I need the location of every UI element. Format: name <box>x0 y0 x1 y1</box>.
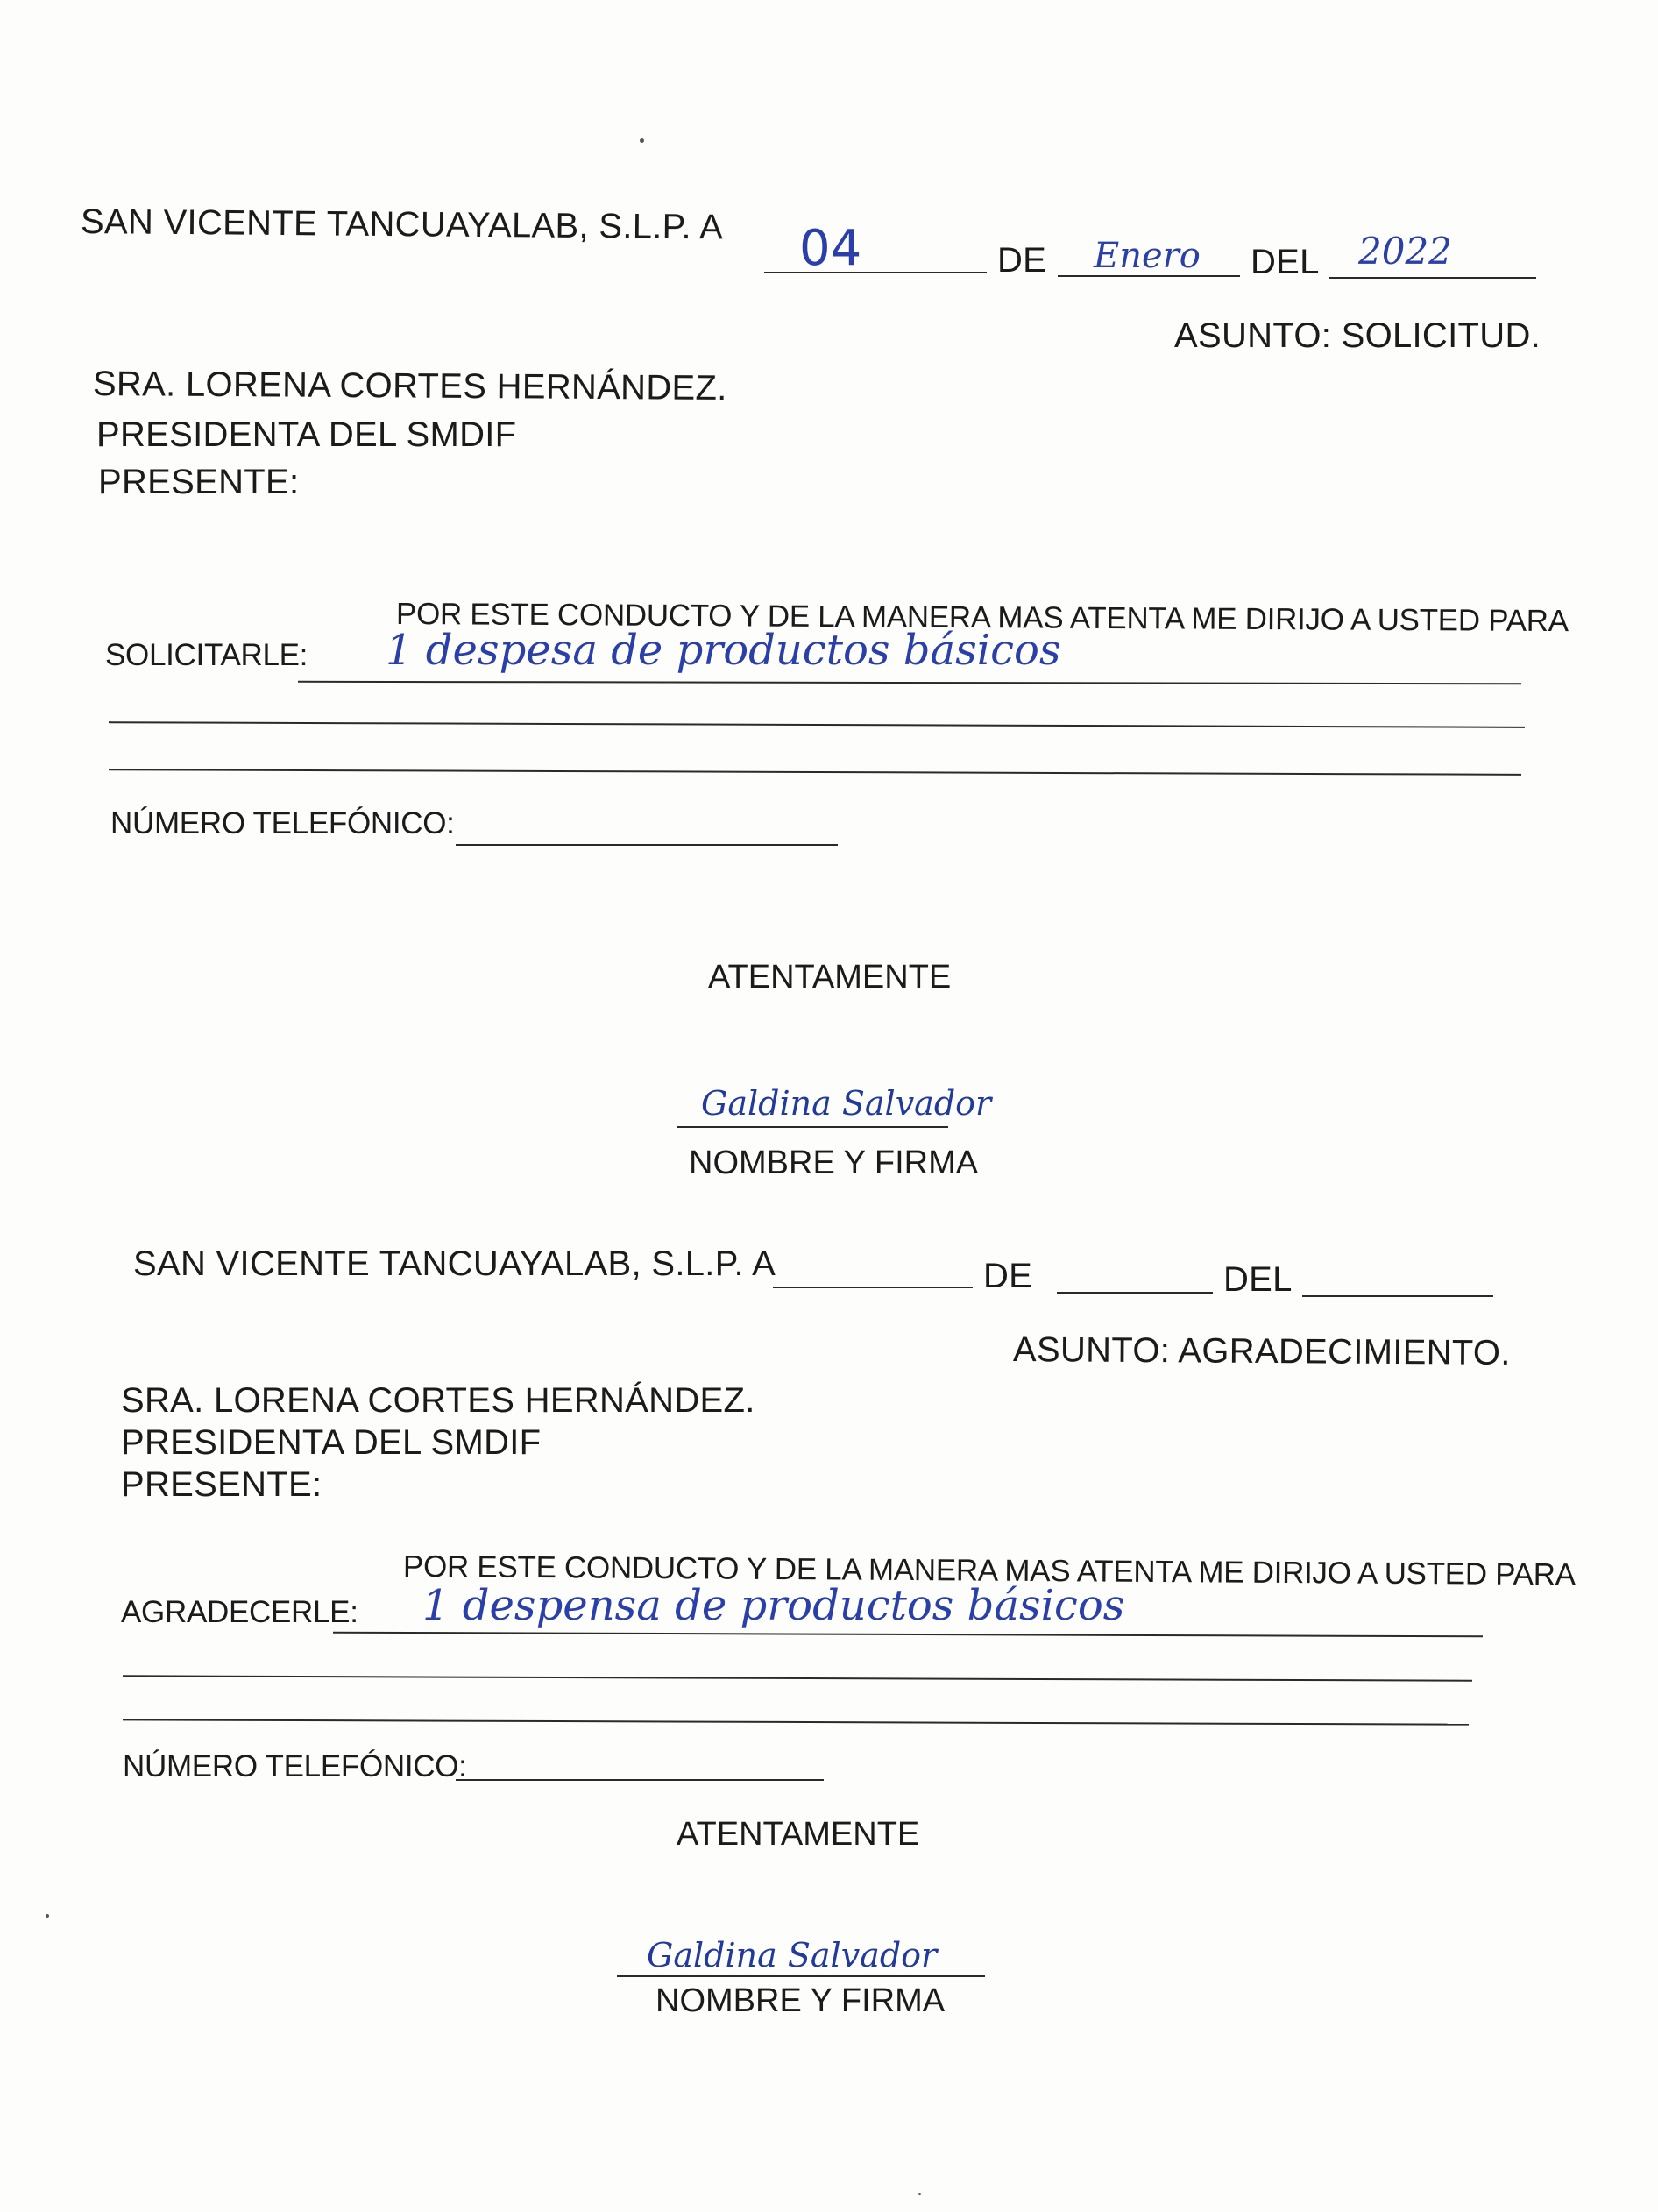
phone-underline <box>456 844 838 846</box>
request-label: SOLICITARLE: <box>105 638 308 672</box>
signature: Galdina Salvador <box>701 1084 992 1123</box>
signature-line <box>677 1126 948 1128</box>
day-underline-2 <box>773 1287 973 1288</box>
day-underline <box>764 272 987 273</box>
place-date-prefix: SAN VICENTE TANCUAYALAB, S.L.P. A <box>80 202 724 247</box>
scan-speck <box>918 2193 921 2195</box>
signature-label: NOMBRE Y FIRMA <box>689 1145 979 1181</box>
place-date-prefix-2: SAN VICENTE TANCUAYALAB, S.L.P. A <box>133 1244 776 1283</box>
recipient-title-2: PRESIDENTA DEL SMDIF <box>121 1423 542 1462</box>
subject-line: ASUNTO: SOLICITUD. <box>1174 316 1541 355</box>
request-line-2-2 <box>123 1675 1472 1681</box>
del-label: DEL <box>1251 243 1320 281</box>
request-line-1-2 <box>333 1632 1483 1638</box>
request-line-3-2 <box>123 1719 1469 1725</box>
request-label-2: AGRADECERLE: <box>121 1595 358 1629</box>
scan-speck <box>640 138 644 143</box>
recipient-name-2: SRA. LORENA CORTES HERNÁNDEZ. <box>121 1381 755 1420</box>
request-line-2 <box>109 721 1525 728</box>
year-underline <box>1329 277 1536 279</box>
signature-line-2 <box>617 1975 985 1977</box>
signature-label-2: NOMBRE Y FIRMA <box>655 1982 946 2019</box>
month-underline-2 <box>1057 1292 1213 1294</box>
subject-line-2: ASUNTO: AGRADECIMIENTO. <box>1012 1330 1511 1372</box>
intro-text: POR ESTE CONDUCTO Y DE LA MANERA MAS ATENTA ME DIRIJO A USTED PARA <box>395 597 1569 639</box>
phone-underline-2 <box>456 1779 824 1781</box>
presente-label: PRESENTE: <box>98 463 300 501</box>
closing-text-2: ATENTAMENTE <box>677 1816 920 1853</box>
intro-text-2: POR ESTE CONDUCTO Y DE LA MANERA MAS ATENTA ME DIRIJO A USTED PARA <box>402 1549 1576 1592</box>
request-line-3 <box>109 769 1521 776</box>
month-value: Enero <box>1094 236 1201 276</box>
request-value-2: 1 despensa de productos básicos <box>422 1581 1125 1630</box>
phone-label: NÚMERO TELEFÓNICO: <box>110 806 455 840</box>
de-label-2: DE <box>983 1257 1033 1295</box>
presente-label-2: PRESENTE: <box>121 1465 322 1504</box>
recipient-title: PRESIDENTA DEL SMDIF <box>96 415 517 454</box>
request-line-1 <box>298 681 1521 684</box>
recipient-name: SRA. LORENA CORTES HERNÁNDEZ. <box>92 365 727 408</box>
phone-label-2: NÚMERO TELEFÓNICO: <box>123 1749 467 1783</box>
year-value: 2022 <box>1358 230 1452 273</box>
de-label: DE <box>997 241 1047 280</box>
closing-text: ATENTAMENTE <box>708 959 952 996</box>
year-underline-2 <box>1302 1295 1493 1297</box>
del-label-2: DEL <box>1223 1260 1293 1299</box>
scan-speck <box>46 1914 49 1918</box>
day-value: 04 <box>799 220 862 277</box>
signature-2: Galdina Salvador <box>647 1936 938 1974</box>
request-value: 1 despesa de productos básicos <box>386 626 1061 675</box>
